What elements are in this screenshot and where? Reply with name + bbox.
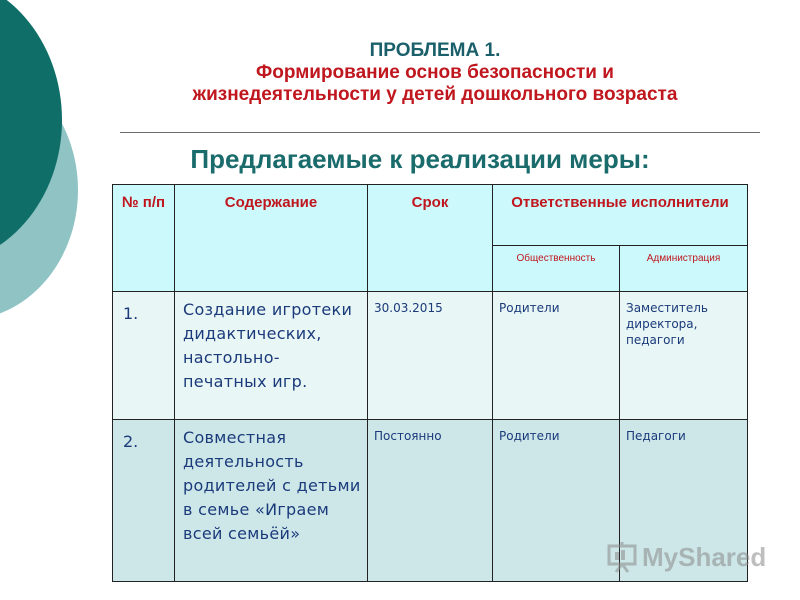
slide-heading <box>110 40 760 106</box>
row-number: 1. <box>113 292 175 420</box>
row-admin: Педагоги <box>620 420 748 582</box>
row-admin: Заместитель директора, педагоги <box>620 292 748 420</box>
table-row <box>113 292 748 420</box>
measures-table <box>112 184 748 582</box>
heading-line-topic: Формирование основ безопасности и <box>256 62 614 83</box>
heading-divider <box>120 132 760 133</box>
watermark-text: MyShared <box>642 541 767 572</box>
header-content: Содержание <box>175 185 368 292</box>
row-term: 30.03.2015 <box>368 292 493 420</box>
presentation-board-icon <box>606 540 640 574</box>
header-term: Срок <box>368 185 493 292</box>
slide-subtitle: Предлагаемые к реализации меры: <box>190 144 650 174</box>
row-term: Постоянно <box>368 420 493 582</box>
row-number: 2. <box>113 420 175 582</box>
row-public: Родители <box>493 292 620 420</box>
row-content: Создание игротеки дидактических, настольно-печатных игр. <box>175 292 368 420</box>
heading-line-topic-cont: жизнедеятельности у детей дошкольного возраста <box>192 84 678 105</box>
header-responsible: Ответственные исполнители <box>493 185 748 246</box>
row-content: Совместная деятельность родителей с детьми в семье «Играем всей семьёй» <box>175 420 368 582</box>
header-public: Общественность <box>493 246 620 292</box>
header-admin: Администрация <box>620 246 748 292</box>
row-public: Родители <box>493 420 620 582</box>
heading-line-problem: ПРОБЛЕМА 1. <box>369 40 501 61</box>
header-number: № п/п <box>113 185 175 292</box>
watermark <box>606 537 776 577</box>
